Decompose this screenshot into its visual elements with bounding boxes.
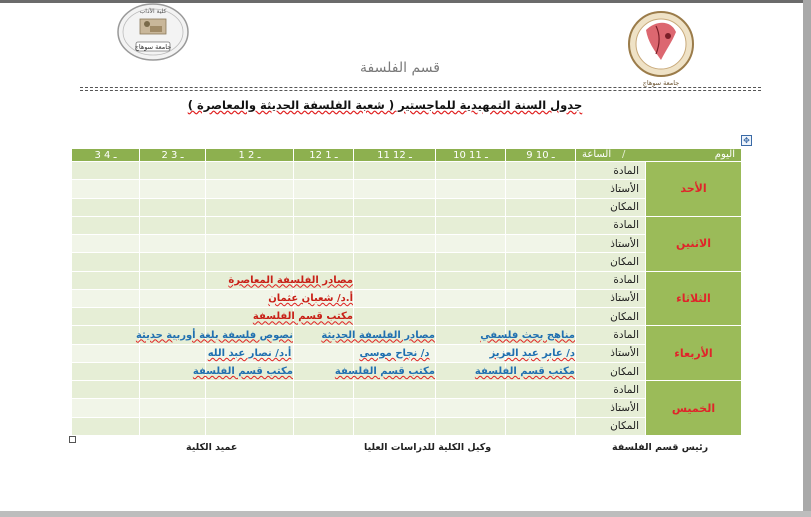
schedule-cell[interactable] <box>140 180 206 198</box>
schedule-cell[interactable] <box>140 289 206 307</box>
schedule-cell[interactable] <box>72 253 140 271</box>
row-label: الأستاذ <box>576 399 646 417</box>
time-slot-header: 12 ـ 1 <box>294 149 354 162</box>
schedule-cell[interactable] <box>72 235 140 253</box>
row-label: المكان <box>576 308 646 326</box>
university-logo <box>626 6 696 90</box>
schedule-cell[interactable] <box>436 198 506 216</box>
row-label: المادة <box>576 216 646 234</box>
table-row <box>72 417 742 435</box>
schedule-cell[interactable] <box>72 344 140 362</box>
schedule-cell[interactable] <box>72 216 140 234</box>
schedule-cell[interactable] <box>294 253 354 271</box>
table-row <box>72 289 742 307</box>
logo-left-top-text: كلية الآداب <box>139 8 167 15</box>
cell-text: مكتب قسم الفلسفة <box>334 366 435 378</box>
schedule-cell[interactable] <box>354 271 436 289</box>
schedule-cell[interactable] <box>436 289 506 307</box>
time-slot-header: 9 ـ 10 <box>506 149 576 162</box>
schedule-cell[interactable] <box>135 326 294 344</box>
schedule-cell[interactable] <box>354 162 436 180</box>
schedule-cell[interactable] <box>321 326 436 344</box>
schedule-cell[interactable] <box>252 308 354 326</box>
cell-text: نصوص فلسفة بلغة أوربية حديثة <box>135 329 293 341</box>
schedule-cell[interactable] <box>140 381 206 399</box>
schedule-cell[interactable] <box>354 180 436 198</box>
cell-text: د/ عابر عبد العزيز <box>489 347 575 359</box>
day-label: الخميس <box>646 381 742 436</box>
table-move-handle-icon[interactable]: ✥ <box>741 135 752 146</box>
table-row <box>72 253 742 271</box>
table-resize-handle[interactable] <box>69 436 76 443</box>
table-row <box>72 235 742 253</box>
logo-left-bottom-text: جامعة سوهاج <box>134 43 172 51</box>
cell-text: مناهج بحث فلسفي <box>480 329 575 341</box>
schedule-cell[interactable] <box>506 162 576 180</box>
schedule-cell[interactable] <box>140 162 206 180</box>
schedule-cell[interactable] <box>354 381 436 399</box>
schedule-cell[interactable] <box>506 216 576 234</box>
time-slot-header: 3 ـ 4 <box>72 149 140 162</box>
schedule-cell[interactable] <box>72 308 140 326</box>
schedule-cell[interactable] <box>206 180 294 198</box>
schedule-cell[interactable] <box>140 344 206 362</box>
row-label: الأستاذ <box>576 235 646 253</box>
table-row <box>72 362 742 380</box>
day-header-label: اليوم <box>714 149 735 160</box>
schedule-cell[interactable] <box>480 326 576 344</box>
day-hour-corner-header <box>576 149 742 162</box>
schedule-cell[interactable] <box>294 399 354 417</box>
schedule-cell[interactable] <box>206 235 294 253</box>
schedule-cell[interactable] <box>506 308 576 326</box>
schedule-table <box>71 148 742 436</box>
row-label: المكان <box>576 362 646 380</box>
schedule-cell[interactable] <box>140 253 206 271</box>
schedule-cell[interactable] <box>354 344 436 362</box>
schedule-cell[interactable] <box>206 216 294 234</box>
schedule-cell[interactable] <box>140 216 206 234</box>
schedule-cell[interactable] <box>294 162 354 180</box>
schedule-cell[interactable] <box>206 198 294 216</box>
schedule-cell[interactable] <box>436 381 506 399</box>
schedule-cell[interactable] <box>506 235 576 253</box>
schedule-cell[interactable] <box>294 417 354 435</box>
schedule-title-text: جدول السنة التمهيدية للماجستير ( شعبة الفلسفة الحديثة والمعاصرة ) <box>187 98 583 112</box>
schedule-cell[interactable] <box>354 399 436 417</box>
schedule-cell[interactable] <box>334 362 436 380</box>
table-row <box>72 162 742 180</box>
signature-dept-head: رئيس قسم الفلسفة <box>612 442 709 453</box>
cell-text: مصادر الفلسفة الحديثة <box>321 329 435 341</box>
table-row <box>72 399 742 417</box>
schedule-cell[interactable] <box>72 180 140 198</box>
schedule-cell[interactable] <box>354 253 436 271</box>
schedule-cell[interactable] <box>436 399 506 417</box>
day-label: الأحد <box>646 162 742 217</box>
schedule-cell[interactable] <box>206 399 294 417</box>
divider-bottom <box>80 90 761 91</box>
cell-text: د/ نجاح موسى <box>359 347 430 359</box>
schedule-cell[interactable] <box>294 344 354 362</box>
faculty-logo <box>116 2 190 62</box>
row-label: المكان <box>576 417 646 435</box>
row-label: المادة <box>576 326 646 344</box>
schedule-cell[interactable] <box>436 417 506 435</box>
signature-vice-dean: وكيل الكلية للدراسات العليا <box>364 442 492 453</box>
schedule-cell[interactable] <box>206 417 294 435</box>
schedule-cell[interactable] <box>506 381 576 399</box>
day-label: الأربعاء <box>646 326 742 381</box>
schedule-cell[interactable] <box>436 180 506 198</box>
schedule-cell[interactable] <box>72 381 140 399</box>
row-label: الأستاذ <box>576 289 646 307</box>
table-row <box>72 326 742 344</box>
schedule-cell[interactable] <box>474 362 576 380</box>
schedule-cell[interactable] <box>192 362 294 380</box>
row-label: المادة <box>576 381 646 399</box>
schedule-cell[interactable] <box>268 289 354 307</box>
row-label: المادة <box>576 271 646 289</box>
schedule-cell[interactable] <box>72 162 140 180</box>
scrollbar-track[interactable] <box>803 0 811 517</box>
cell-text: أ.د/ نصار عبد الله <box>207 347 292 359</box>
time-slot-header: 2 ـ 3 <box>140 149 206 162</box>
schedule-cell[interactable] <box>72 417 140 435</box>
schedule-cell[interactable] <box>140 198 206 216</box>
day-label: الاثنين <box>646 216 742 271</box>
department-title: قسم الفلسفة <box>360 60 440 76</box>
table-row <box>72 344 742 362</box>
cell-text: مكتب قسم الفلسفة <box>474 366 575 378</box>
schedule-cell[interactable] <box>294 381 354 399</box>
schedule-cell[interactable] <box>72 326 140 344</box>
time-slot-header: 1 ـ 2 <box>206 149 294 162</box>
table-row <box>72 216 742 234</box>
schedule-cell[interactable] <box>228 271 354 289</box>
schedule-cell[interactable] <box>506 253 576 271</box>
schedule-cell[interactable] <box>140 271 206 289</box>
schedule-cell[interactable] <box>506 289 576 307</box>
cell-text: أ.د/ شعبان عثمان <box>268 292 353 304</box>
schedule-cell[interactable] <box>206 381 294 399</box>
schedule-cell[interactable] <box>354 289 436 307</box>
schedule-cell[interactable] <box>140 399 206 417</box>
schedule-cell[interactable] <box>436 235 506 253</box>
schedule-cell[interactable] <box>294 235 354 253</box>
schedule-body <box>72 162 742 436</box>
schedule-cell[interactable] <box>354 308 436 326</box>
schedule-cell[interactable] <box>294 216 354 234</box>
schedule-cell[interactable] <box>354 216 436 234</box>
schedule-cell[interactable] <box>354 235 436 253</box>
signature-dean: عميد الكلية <box>186 442 238 453</box>
schedule-cell[interactable] <box>294 198 354 216</box>
schedule-cell[interactable] <box>436 271 506 289</box>
page-bottom-edge <box>0 511 811 517</box>
table-row <box>72 381 742 399</box>
time-slot-header: 10 ـ 11 <box>436 149 506 162</box>
schedule-cell[interactable] <box>72 362 140 380</box>
hour-header-label: الساعة <box>582 149 612 160</box>
schedule-cell[interactable] <box>436 253 506 271</box>
row-label: المكان <box>576 253 646 271</box>
table-row <box>72 198 742 216</box>
schedule-cell[interactable] <box>72 289 140 307</box>
row-label: الأستاذ <box>576 180 646 198</box>
schedule-cell[interactable] <box>354 417 436 435</box>
table-row <box>72 308 742 326</box>
cell-text: مكتب قسم الفلسفة <box>252 311 353 323</box>
schedule-cell[interactable] <box>206 253 294 271</box>
schedule-title <box>150 98 620 112</box>
schedule-cell[interactable] <box>294 180 354 198</box>
header-row <box>72 149 742 162</box>
corner-divider: / <box>622 149 626 160</box>
schedule-cell[interactable] <box>206 162 294 180</box>
schedule-cell[interactable] <box>206 344 294 362</box>
row-label: المكان <box>576 198 646 216</box>
schedule-cell[interactable] <box>140 308 206 326</box>
logo-right-text: جامعة سوهاج <box>642 79 680 87</box>
schedule-cell[interactable] <box>72 198 140 216</box>
time-slot-header: 11 ـ 12 <box>354 149 436 162</box>
cell-text: مكتب قسم الفلسفة <box>192 366 293 378</box>
schedule-cell[interactable] <box>354 198 436 216</box>
day-label: الثلاثاء <box>646 271 742 326</box>
schedule-cell[interactable] <box>506 399 576 417</box>
row-label: المادة <box>576 162 646 180</box>
table-row <box>72 271 742 289</box>
schedule-cell[interactable] <box>140 417 206 435</box>
schedule-cell[interactable] <box>436 216 506 234</box>
schedule-cell[interactable] <box>436 162 506 180</box>
schedule-cell[interactable] <box>506 417 576 435</box>
schedule-cell[interactable] <box>506 271 576 289</box>
schedule-cell[interactable] <box>489 344 576 362</box>
table-row <box>72 180 742 198</box>
schedule-cell[interactable] <box>72 399 140 417</box>
schedule-cell[interactable] <box>72 271 140 289</box>
row-label: الأستاذ <box>576 344 646 362</box>
cell-text: مصادر الفلسفة المعاصرة <box>228 274 353 286</box>
schedule-cell[interactable] <box>506 198 576 216</box>
schedule-cell[interactable] <box>506 180 576 198</box>
schedule-cell[interactable] <box>140 235 206 253</box>
divider-top <box>80 87 761 88</box>
schedule-cell[interactable] <box>436 308 506 326</box>
